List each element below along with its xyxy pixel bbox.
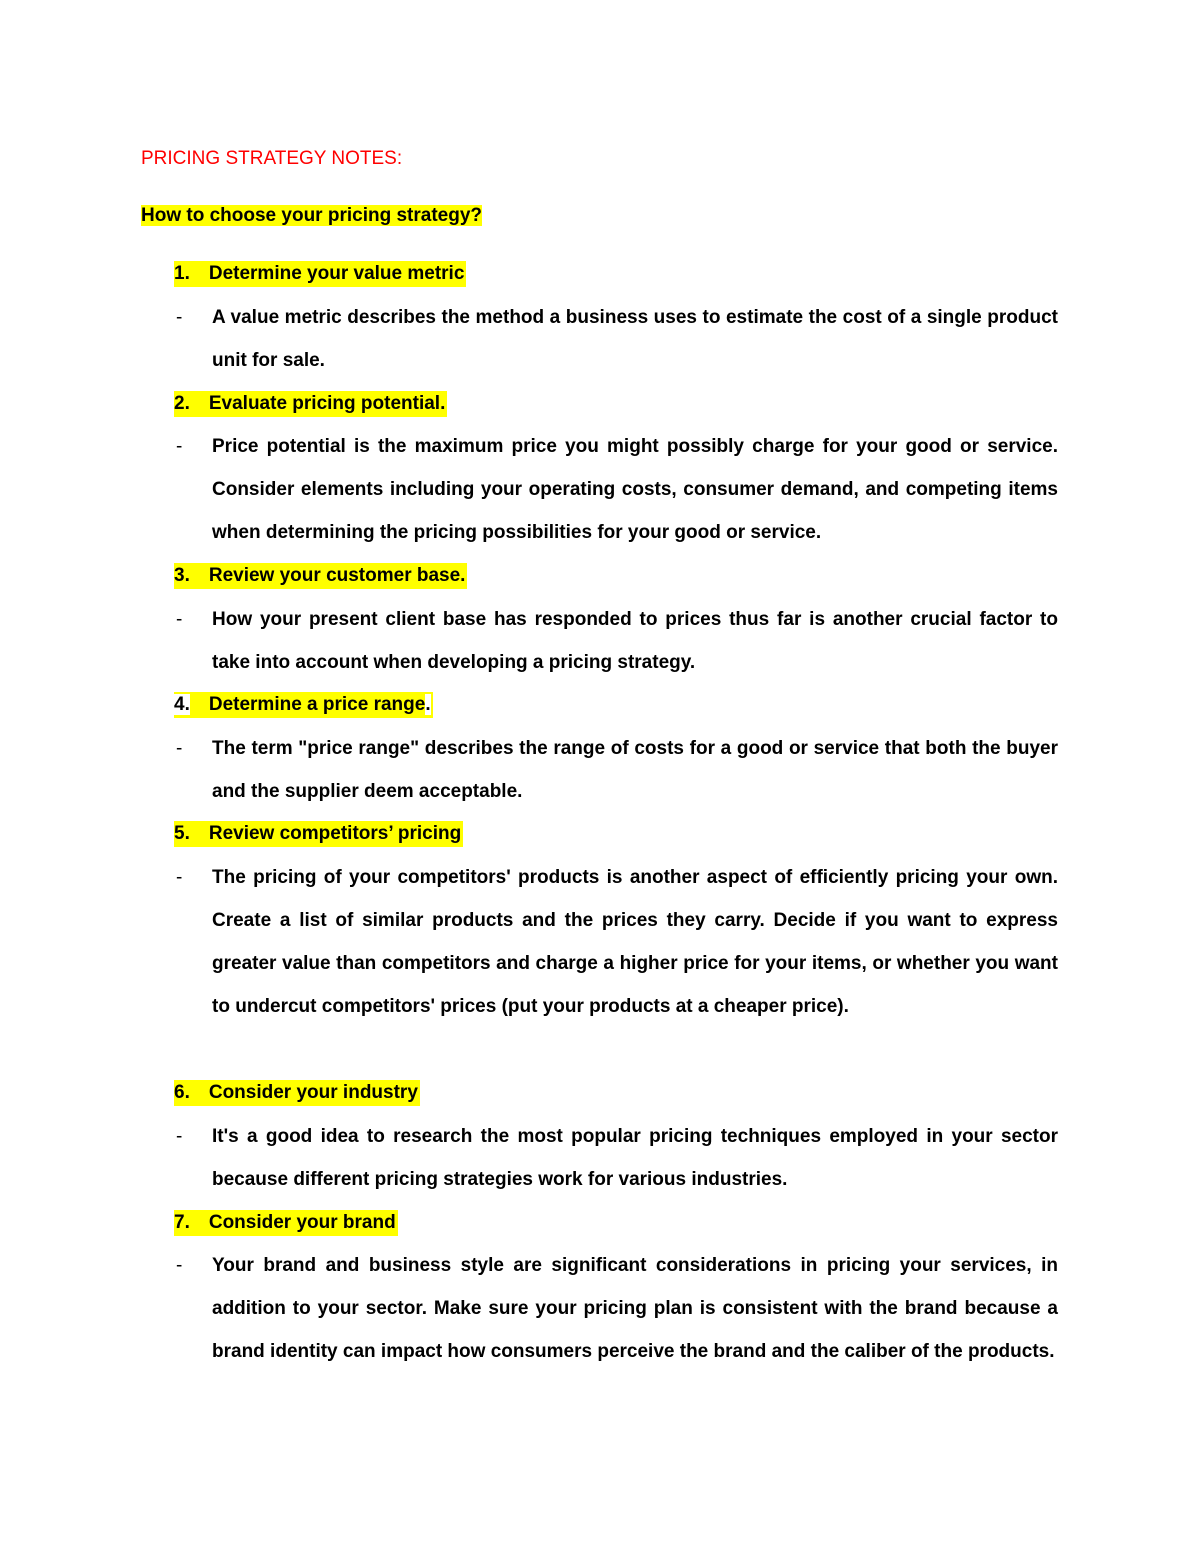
item-heading-highlight bbox=[174, 1210, 398, 1236]
item-heading-text: Review your customer base. bbox=[208, 565, 466, 586]
bullet-dash: - bbox=[176, 867, 183, 888]
item-number: 1. bbox=[174, 263, 190, 284]
item-heading-suffix: . bbox=[425, 694, 431, 715]
item-heading-highlight bbox=[174, 821, 463, 847]
item-number: 5. bbox=[174, 823, 190, 844]
item-heading-highlight bbox=[174, 391, 447, 417]
item-description-text: How your present client base has responded to prices thus far is another crucial factor to take into account when developing a pricing strategy. bbox=[212, 609, 1058, 673]
item-description-text: A value metric describes the method a business uses to estimate the cost of a single product unit for sale. bbox=[212, 307, 1058, 371]
document-subtitle bbox=[141, 203, 482, 229]
item-heading-highlight bbox=[174, 261, 466, 287]
bullet-dash: - bbox=[176, 609, 183, 630]
item-number: 2. bbox=[174, 393, 190, 414]
bullet-dash: - bbox=[176, 1126, 183, 1147]
item-description-text: Price potential is the maximum price you might possibly charge for your good or service. Consider elements including your operating costs, consumer demand, and competing items when determining the pricing possibilities for your good or service. bbox=[212, 436, 1058, 543]
bullet-dash: - bbox=[176, 1255, 183, 1276]
item-heading-text: Consider your brand bbox=[208, 1212, 396, 1233]
item-heading-highlight bbox=[174, 692, 433, 718]
bullet-dash: - bbox=[176, 738, 183, 759]
item-heading-text: Evaluate pricing potential. bbox=[208, 393, 446, 414]
item-number: 3. bbox=[174, 565, 190, 586]
document-title: PRICING STRATEGY NOTES: bbox=[141, 148, 403, 169]
item-number: 4. bbox=[174, 694, 190, 715]
item-heading-text: Consider your industry bbox=[208, 1082, 418, 1103]
item-number: 7. bbox=[174, 1212, 190, 1233]
bullet-dash: - bbox=[176, 307, 183, 328]
item-heading-text: Determine a price range bbox=[208, 694, 426, 715]
item-heading-text: Review competitors’ pricing bbox=[208, 823, 462, 844]
item-number: 6. bbox=[174, 1082, 190, 1103]
item-description-text: It's a good idea to research the most popular pricing techniques employed in your sector because different pricing strategies work for various industries. bbox=[212, 1126, 1058, 1190]
item-description-text: Your brand and business style are significant considerations in pricing your services, in addition to your sector. Make sure your pricing plan is consistent with the brand because a brand identity can impact how consumers perceive the brand and the caliber of the products. bbox=[212, 1255, 1058, 1362]
item-heading-highlight bbox=[174, 563, 467, 589]
item-heading-highlight bbox=[174, 1080, 420, 1106]
item-description-text: The pricing of your competitors' products is another aspect of efficiently pricing your own. Create a list of similar products and the prices they carry. Decide if you want to express greater value than competitors and charge a higher price for your items, or whether you want to undercut competitors' prices (put your products at a cheaper price). bbox=[212, 867, 1058, 1017]
item-description-text: The term "price range" describes the range of costs for a good or service that both the buyer and the supplier deem acceptable. bbox=[212, 738, 1058, 802]
subtitle-text: How to choose your pricing strategy? bbox=[141, 205, 482, 226]
bullet-dash: - bbox=[176, 436, 183, 457]
item-heading-text: Determine your value metric bbox=[208, 263, 465, 284]
